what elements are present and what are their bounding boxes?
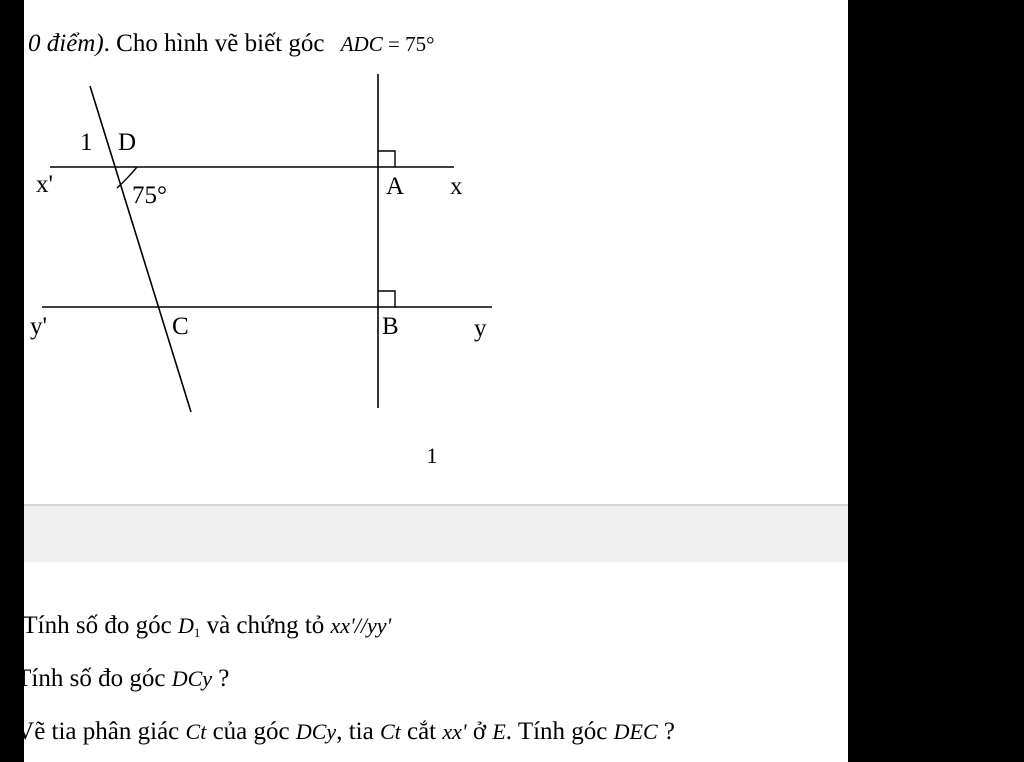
angle-value: 75° <box>405 32 435 56</box>
question-c <box>2 718 675 746</box>
problem-header <box>28 30 434 58</box>
question-text: Tính số đo góc <box>16 665 172 692</box>
points-prefix: 0 điểm) <box>28 30 104 57</box>
question-text: ? <box>212 665 230 692</box>
math-parallel: xx'//yy' <box>330 613 392 638</box>
label-point-b: B <box>382 313 399 340</box>
label-point-a: A <box>386 173 405 200</box>
geometry-figure <box>24 60 504 420</box>
question-prefix: ) <box>2 612 11 639</box>
question-text: . Tính góc <box>505 718 614 745</box>
question-text: Tính số đo góc <box>22 612 178 639</box>
question-text: Vẽ tia phân giác <box>16 718 186 745</box>
page-number: 1 <box>426 443 438 468</box>
question-a <box>2 612 391 641</box>
angle-name: ADC <box>340 32 383 56</box>
right-angle-mark-b <box>378 291 395 307</box>
math-e: E <box>492 719 506 744</box>
label-point-d: D <box>118 129 137 156</box>
math-dcy: DCy <box>295 719 337 744</box>
question-b <box>2 665 229 693</box>
right-angle-mark-a <box>378 151 395 167</box>
page-separator <box>24 504 848 562</box>
angle-expression <box>341 32 435 56</box>
label-y-prime: y' <box>30 313 48 340</box>
label-x: x <box>450 173 463 200</box>
label-y: y <box>474 315 487 342</box>
question-text: ở <box>466 718 493 745</box>
math-xx-prime: xx' <box>442 719 467 744</box>
label-point-c: C <box>172 313 189 340</box>
equals-sign: = <box>382 32 406 56</box>
math-ct: Ct <box>185 719 207 744</box>
math-ct: Ct <box>379 719 401 744</box>
label-angle-1: 1 <box>80 129 93 156</box>
math-dec: DEC <box>613 719 658 744</box>
right-black-margin <box>848 0 1024 762</box>
math-d <box>178 613 200 638</box>
question-prefix: ) <box>2 665 11 692</box>
header-text: . Cho hình vẽ biết góc <box>103 30 331 57</box>
question-text: của góc <box>206 718 296 745</box>
label-angle-75: 75° <box>132 182 167 209</box>
transversal-dc <box>90 86 191 412</box>
question-text: và chứng tỏ <box>200 612 331 639</box>
question-prefix: ) <box>2 718 11 745</box>
document-page-upper <box>24 0 848 504</box>
question-text: cắt <box>400 718 443 745</box>
math-dcy: DCy <box>171 666 213 691</box>
left-black-margin <box>0 0 24 762</box>
question-text: ? <box>657 718 676 745</box>
question-text: , tia <box>336 718 380 745</box>
math-d-base: D <box>177 613 194 638</box>
math-d-subscript: 1 <box>193 625 201 640</box>
label-x-prime: x' <box>36 171 54 198</box>
